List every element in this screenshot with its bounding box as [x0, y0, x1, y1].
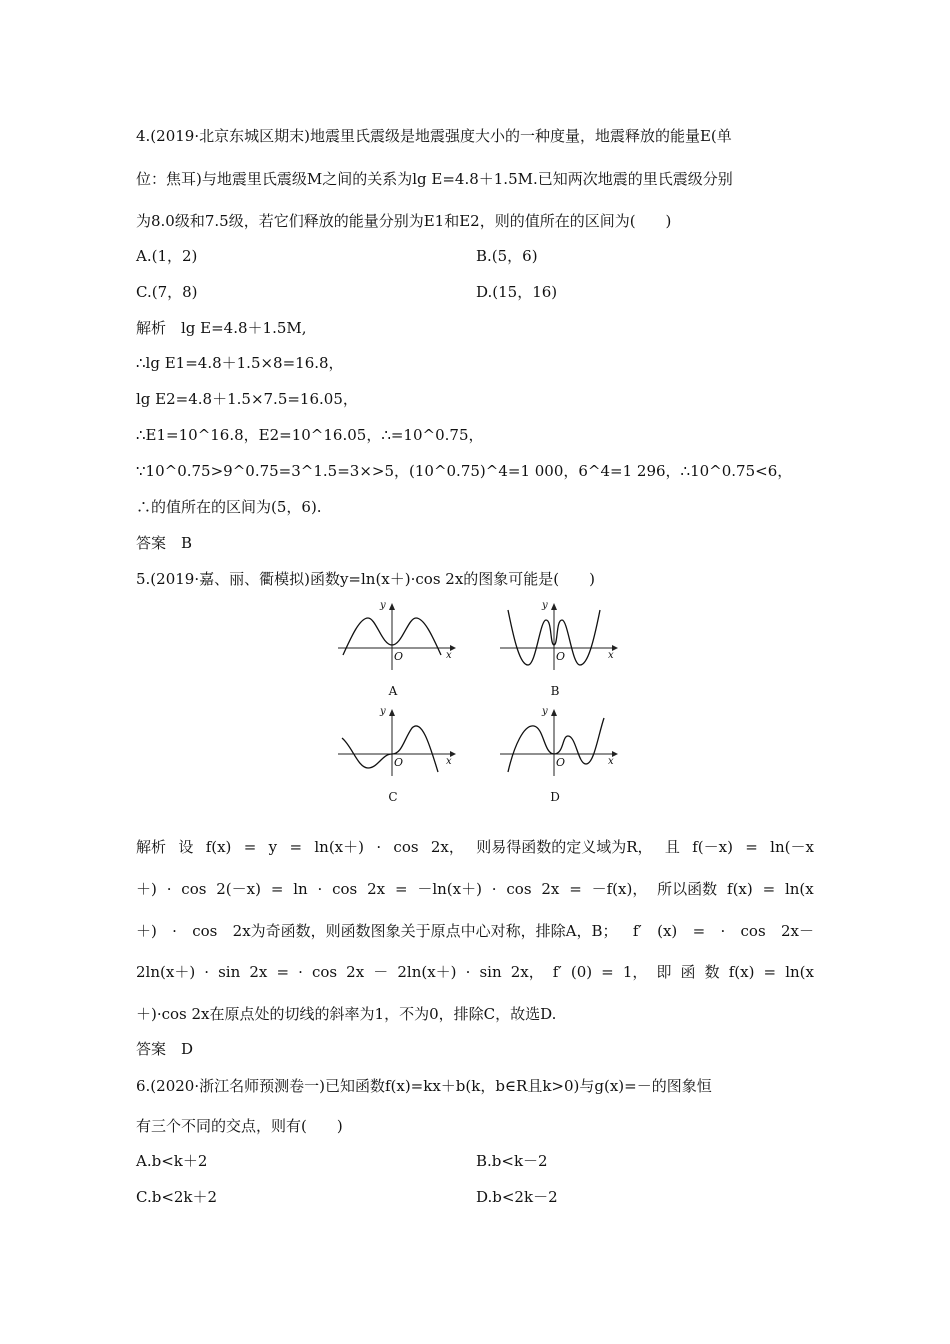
q4-option-a: A.(1，2) — [136, 247, 198, 265]
solution-token: 函 — [680, 963, 696, 981]
solution-token: 2x， — [430, 838, 464, 856]
solution-token: = — [276, 963, 290, 981]
graph-a-label: A — [388, 684, 398, 698]
solution-token: = — [243, 838, 257, 856]
q4-stem-line3: 为8.0级和7.5级，若它们释放的能量分别为E1和E2，则的值所在的区间为( ) — [136, 212, 672, 230]
solution-token: f′ — [552, 963, 562, 981]
solution-token: sin — [218, 963, 241, 981]
solution-token: － — [373, 963, 389, 981]
solution-token: = — [692, 922, 706, 940]
solution-token: cos — [740, 922, 766, 940]
solution-token: f′ — [632, 922, 642, 940]
solution-token: (x) — [657, 922, 678, 940]
q4-solution-line3: lg E2=4.8＋1.5×7.5=16.05， — [136, 390, 358, 408]
solution-token: cos — [393, 838, 419, 856]
q5-solution-line1 — [136, 837, 814, 857]
solution-token: ＋) — [136, 880, 157, 898]
solution-token: 且 — [664, 838, 680, 856]
solution-token: 2x — [249, 963, 268, 981]
q5-stem: 5.(2019·嘉、丽、衢模拟)函数y=ln(x＋)·cos 2x的图象可能是( ) — [136, 570, 595, 588]
graph-a-x-label: x — [446, 650, 452, 661]
solution-token: = — [569, 880, 582, 898]
solution-token: y — [268, 838, 278, 856]
graph-c-y-label: y — [380, 706, 386, 717]
q4-solution-line5: ∵10^0.75>9^0.75=3^1.5=3×>5，(10^0.75)^4=1 000，6^4=1 296，∴10^0.75<6， — [136, 462, 793, 480]
graph-c-origin: O — [394, 756, 404, 769]
solution-token: cos — [506, 880, 532, 898]
q6-option-b: B.b<k－2 — [476, 1152, 548, 1170]
solution-token: 1， — [622, 963, 648, 981]
graph-a-y-label: y — [380, 600, 386, 611]
solution-token: ln(－x — [770, 838, 814, 856]
solution-token: ln — [293, 880, 308, 898]
solution-token: · — [491, 880, 497, 898]
solution-token: 2ln(x＋) — [136, 963, 196, 981]
graph-c-label: C — [388, 790, 398, 804]
q6-stem-line2: 有三个不同的交点，则有( ) — [136, 1117, 343, 1135]
q4-option-c: C.(7，8) — [136, 283, 198, 301]
graph-c-x-label: x — [446, 756, 452, 767]
q4-option-d: D.(15，16) — [476, 283, 558, 301]
graph-b — [500, 600, 620, 698]
solution-token: 2ln(x＋) — [397, 963, 457, 981]
solution-token: f(x) — [728, 963, 755, 981]
q6-stem-line1: 6.(2020·浙江名师预测卷一)已知函数f(x)=kx＋b(k，b∈R且k>0)与g(x)=－的图象恒 — [136, 1077, 712, 1095]
solution-token: · — [172, 922, 177, 940]
q5-solution-line4 — [136, 962, 814, 982]
solution-token: 解析 — [136, 838, 167, 856]
solution-token: －f(x)， — [591, 880, 648, 898]
q4-stem-line1: 4.(2019·北京东城区期末)地震里氏震级是地震强度大小的一种度量，地震释放的能量E(单 — [136, 127, 732, 145]
solution-token: · — [376, 838, 382, 856]
graph-b-y-label: y — [542, 600, 548, 611]
q4-option-b: B.(5，6) — [476, 247, 538, 265]
graph-d-label: D — [550, 790, 560, 804]
solution-token: · — [298, 963, 303, 981]
solution-token: = — [270, 880, 284, 898]
solution-token: cos — [181, 880, 207, 898]
graph-b-label: B — [550, 684, 560, 698]
solution-token: 即 — [656, 963, 672, 981]
solution-token: ＋) — [136, 922, 157, 940]
q5-solution-line5: ＋)·cos 2x在原点处的切线的斜率为1，不为0，排除C，故选D. — [136, 1005, 557, 1023]
q5-solution-line2 — [136, 879, 814, 899]
solution-token: = — [763, 963, 777, 981]
q4-solution-line2: ∴lg E1=4.8＋1.5×8=16.8， — [136, 354, 344, 372]
solution-token: 2x为奇函数，则函数图象关于原点中心对称，排除A，B； — [232, 922, 618, 940]
solution-token: (0) — [570, 963, 593, 981]
solution-token: 2(－x) — [216, 880, 261, 898]
solution-token: 所以函数 — [657, 880, 718, 898]
solution-token: －ln(x＋) — [417, 880, 482, 898]
solution-token: cos — [311, 963, 338, 981]
graph-d-origin: O — [556, 756, 566, 769]
graph-b-x-label: x — [608, 650, 614, 661]
solution-token: f(－x) — [692, 838, 733, 856]
solution-token: = — [289, 838, 303, 856]
q4-stem-line2: 位：焦耳)与地震里氏震级M之间的关系为lg E=4.8＋1.5M.已知两次地震的里氏震级分别 — [136, 170, 733, 188]
q6-option-a: A.b<k＋2 — [136, 1152, 208, 1170]
q4-answer: 答案 B — [136, 534, 193, 552]
graph-a-origin: O — [394, 650, 404, 663]
q4-solution-line6: ∴的值所在的区间为(5，6). — [136, 498, 322, 516]
graph-c-curve — [342, 726, 438, 772]
solution-token: 2x — [346, 963, 365, 981]
solution-token: = — [601, 963, 614, 981]
solution-token: cos — [192, 922, 218, 940]
solution-token: ln(x — [785, 963, 814, 981]
q5-answer: 答案 D — [136, 1040, 194, 1058]
solution-token: · — [465, 963, 471, 981]
solution-token: = — [762, 880, 776, 898]
solution-token: = — [745, 838, 758, 856]
solution-token: 则易得函数的定义域为R， — [476, 838, 653, 856]
solution-token: · — [720, 922, 726, 940]
solution-token: cos — [332, 880, 358, 898]
solution-token: f(x) — [205, 838, 232, 856]
solution-token: 2x — [541, 880, 560, 898]
solution-token: · — [204, 963, 210, 981]
graph-d-y-label: y — [542, 706, 548, 717]
solution-token: 设 — [178, 838, 194, 856]
graph-c — [338, 706, 458, 804]
graph-a — [338, 600, 458, 698]
solution-token: 数 — [704, 963, 720, 981]
solution-token: 2x — [367, 880, 386, 898]
solution-token: = — [394, 880, 408, 898]
solution-token: f(x) — [727, 880, 753, 898]
solution-token: 2x－ — [780, 922, 814, 940]
q5-solution-line3 — [136, 921, 814, 941]
solution-token: · — [166, 880, 172, 898]
solution-token: · — [317, 880, 323, 898]
q4-solution-line1: 解析 lg E=4.8＋1.5M, — [136, 319, 307, 337]
solution-token: 2x， — [510, 963, 544, 981]
solution-token: sin — [479, 963, 502, 981]
solution-token: ln(x＋) — [314, 838, 364, 856]
graph-d — [500, 706, 620, 804]
q6-option-d: D.b<2k－2 — [476, 1188, 558, 1206]
graph-d-x-label: x — [608, 756, 614, 767]
q4-solution-line4: ∴E1=10^16.8，E2=10^16.05，∴=10^0.75， — [136, 426, 484, 444]
graph-b-origin: O — [556, 650, 566, 663]
solution-token: ln(x — [784, 880, 814, 898]
q6-option-c: C.b<2k＋2 — [136, 1188, 218, 1206]
